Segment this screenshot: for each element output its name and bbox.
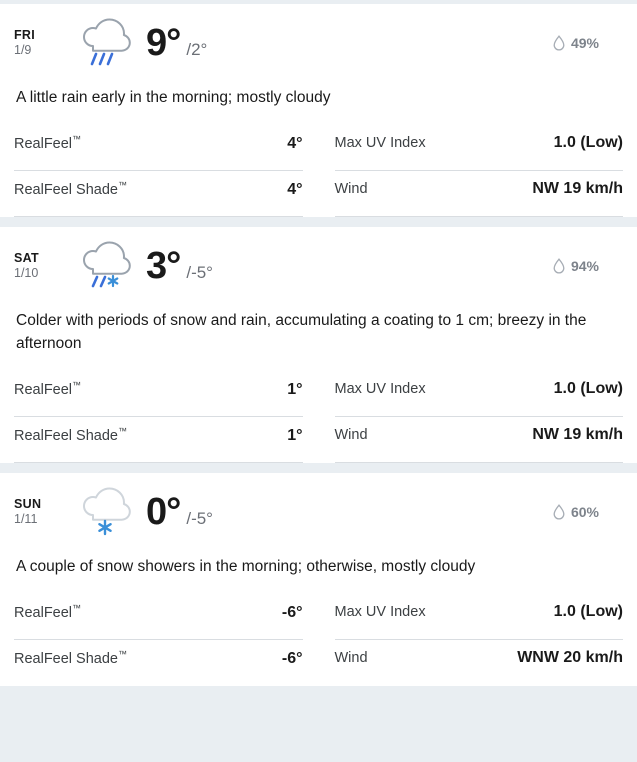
day-summary-row[interactable] [14,227,623,305]
day-date: 1/9 [14,43,32,57]
high-temperature: 3° [146,245,181,287]
forecast-day-card[interactable] [0,227,637,463]
detail-row [335,640,624,686]
detail-row [335,125,624,171]
day-of-week: SAT [14,251,39,265]
detail-label: RealFeel Shade™ [14,426,127,444]
detail-value: WNW 20 km/h [517,649,623,666]
detail-label: RealFeel Shade™ [14,649,127,667]
detail-value: -6° [281,649,303,667]
water-drop-icon [553,35,565,51]
precipitation-probability [553,35,599,51]
day-date-block [14,251,68,281]
detail-value: 1.0 (Low) [553,380,623,397]
detail-row [14,640,303,686]
details-column-left [14,371,319,463]
day-date-block [14,28,68,58]
detail-label: Max UV Index [334,604,426,620]
forecast-phrase: A couple of snow showers in the morning; otherwise, mostly cloudy [16,558,476,575]
details-column-left [14,594,319,686]
detail-label: Max UV Index [334,135,426,151]
details-grid [14,125,623,217]
cloud-rain-icon [68,11,146,75]
precip-value: 49% [570,35,599,51]
water-drop-icon [553,258,565,274]
forecast-phrase: A little rain early in the morning; mostly cloudy [16,89,331,106]
detail-row [14,125,303,171]
details-grid [14,371,623,463]
detail-value: NW 19 km/h [532,426,623,443]
precip-value: 94% [570,258,599,274]
day-of-week: SUN [14,497,42,511]
details-column-right [319,594,624,686]
detail-value: 1.0 (Low) [553,134,623,151]
precipitation-probability [553,258,599,274]
detail-label: RealFeel™ [14,380,82,398]
day-summary-row[interactable] [14,473,623,551]
details-column-right [319,125,624,217]
detail-value: 1.0 (Low) [553,603,623,620]
detail-row [14,594,303,640]
detail-value: 1° [287,426,303,444]
detail-row [335,417,624,463]
forecast-day-card[interactable] [0,4,637,217]
detail-label: Wind [334,650,368,666]
forecast-phrase: Colder with periods of snow and rain, accumulating a coating to 1 cm; breezy in the afternoon [16,312,587,352]
high-temperature: 0° [146,491,181,533]
cloud-snow-icon [68,480,146,544]
detail-value: 1° [287,380,303,398]
temperature-range [146,492,213,532]
detail-value: 4° [287,180,303,198]
detail-value: NW 19 km/h [532,180,623,197]
temperature-range [146,23,207,63]
detail-label: Max UV Index [334,381,426,397]
day-summary-row[interactable] [14,4,623,82]
detail-label: Wind [334,181,368,197]
day-date-block [14,497,68,527]
forecast-day-card[interactable] [0,473,637,686]
detail-label: RealFeel Shade™ [14,180,127,198]
detail-row [335,594,624,640]
day-date: 1/11 [14,512,38,526]
detail-label: RealFeel™ [14,603,82,621]
low-temperature: /-5° [186,509,213,528]
details-column-right [319,371,624,463]
low-temperature: /2° [186,40,208,59]
detail-label: RealFeel™ [14,134,82,152]
detail-value: 4° [287,134,303,152]
high-temperature: 9° [146,22,181,64]
precipitation-probability [553,504,599,520]
cloud-rain-snow-icon [68,234,146,298]
water-drop-icon [553,504,565,520]
temperature-range [146,246,213,286]
details-grid [14,594,623,686]
detail-value: -6° [281,603,303,621]
day-date: 1/10 [14,266,39,280]
detail-row [335,371,624,417]
detail-row [14,171,303,217]
day-of-week: FRI [14,28,36,42]
detail-row [14,417,303,463]
detail-row [14,371,303,417]
precip-value: 60% [570,504,599,520]
detail-row [335,171,624,217]
detail-label: Wind [334,427,368,443]
details-column-left [14,125,319,217]
low-temperature: /-5° [186,263,213,282]
